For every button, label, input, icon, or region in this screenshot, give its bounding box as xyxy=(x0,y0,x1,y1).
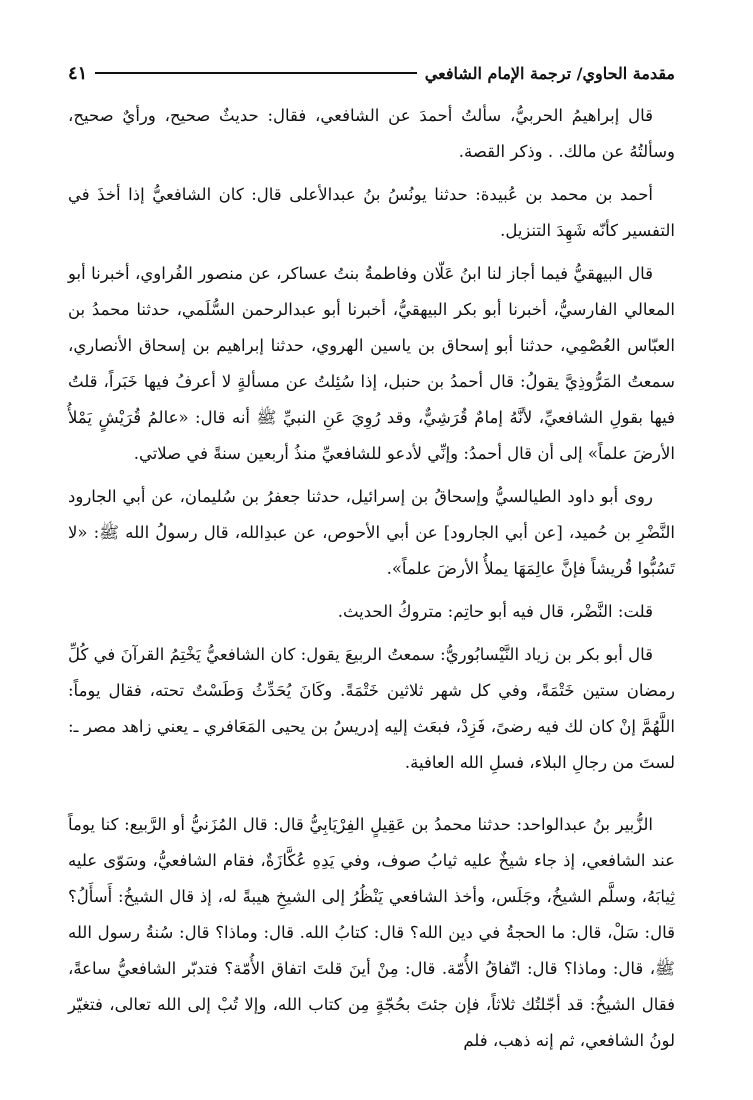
running-header xyxy=(68,58,675,88)
header-title: مقدمة الحاوي/ ترجمة الإمام الشافعي xyxy=(424,63,675,83)
paragraph-zubayr: الزُّبير بنُ عبدالواحد: حدثنا محمدُ بن عَقِيلٍ الفِرْيَابِيُّ قال: قال المُزَنيُّ أو الرَّبيع: كنا يوماً عند الشافعي، إذ جاء شيخٌ عليه ثيابُ صوف، وفي يَدِهِ عُكَّازَةٌ، فقام الشافعيُّ، وسَوّى عليه ثِيابَهُ، وسلَّم الشيخُ، وجَلَس، وأخذ الشافعي يَنْظُرُ إلى الشيخِ هيبةً له، إذ قال الشيخُ: أَسأَلُ؟ قال: سَلْ، قال: ما الحجةُ في دين الله؟ قال: كتابُ الله. قال: وماذا؟ قال: سُنةُ رسول الله ﷺ، قال: وماذا؟ قال: اتّفاقُ الأُمّة. قال: مِنْ أينَ قلتَ اتفاق الأُمّة؟ فتدبّر الشافعيُّ ساعةً، فقال الشيخُ: قد أجّلتُك ثلاثاً، فإن جئتَ بحُجّةٍ مِن كتاب الله، وإلا تُبْ إلى الله تعالى، فتغيّر لونُ الشافعي، ثم إنه ذهب، فلم xyxy=(68,815,675,1050)
paragraph-tayalisi: روى أبو داود الطيالسيُّ وإسحاقُ بن إسرائيل، حدثنا جعفرُ بن سُليمان، عن أبي الجارود النَّضْرِ بن حُميد، [عن أبي الجارود] عن أبي الأحوص، عن عبدِالله، قال رسولُ الله ﷺ: «لا تَسُبُّوا قُريشاً فإنَّ عالِمَهَا يملأُ الأرضَ علماً». xyxy=(68,487,675,578)
paragraph-harbi: قال إبراهيمُ الحربيُّ، سألتُ أحمدَ عن الشافعي، فقال: حديثٌ صحيح، ورأيٌ صحيح، وسألتُهُ عن مالك. . وذكر القصة. xyxy=(68,106,675,161)
page-number: ٤١ xyxy=(68,62,88,84)
paragraph-bayhaqi: قال البيهقيُّ فيما أجاز لنا ابنُ عَلّان وفاطمةُ بنتُ عساكر، عن منصور الفُراوي، أخبرنا أبو المعالي الفارسيُّ، أخبرنا أبو بكر البيهقيُّ، أخبرنا أبو عبدالرحمن السُّلَمي، حدثنا محمدُ بن العبّاس العُصْمِي، حدثنا أبو إسحاق بن ياسين الهروي، حدثنا إبراهيم بن إسحاق الأنصاري، سمعتُ المَرُّوذِيَّ يقولُ: قال أحمدُ بن حنبل، إذا سُئِلتُ عن مسألةٍ لا أعرفُ فيها خَبَراً، قلتُ فيها بقولِ الشافعيِّ، لأنَّهُ إمامٌ قُرَشِيٌّ، وقد رُوِيَ عَنِ النبيِّ ﷺ أنه قال: «عالمُ قُرَيْشٍ يَمْلأُ الأرضَ علماً» إلى أن قال أحمدُ: وإنِّي لأدعو للشافعيِّ منذُ أربعين سنةً في صلاتي. xyxy=(68,264,675,463)
paragraph-nadr: قلت: النَّضْر، قال فيه أبو حاتِم: متروكُ الحديث. xyxy=(337,602,653,621)
paragraph-tafsir: أحمد بن محمد بن عُبيدة: حدثنا يونُسُ بنُ عبدالأعلى قال: كان الشافعيُّ إذا أخذَ في التفسير كأنّه شَهِدَ التنزيل. xyxy=(68,185,675,240)
header-rule xyxy=(95,72,416,74)
paragraph-naysaburi: قال أبو بكر بن زياد النَّيْسابُوريُّ: سمعتُ الربيعَ يقول: كان الشافعيُّ يَخْتِمُ القرآنَ في كُلِّ رمضان ستين خَتْمَةً، وفي كل شهر ثلاثين خَتْمَةً. وكَانَ يُحَدِّثُ وَطَسْتٌ تحته، فقال يوماً: اللَّهُمَّ إنْ كان لك فيه رضىً، فَزِدْ، فبعَث إليه إدريسُ بن يحيى المَعَافري ـ يعني زاهد مصر ـ: لستَ من رجالِ البلاء، فسلِ الله العافية. xyxy=(68,645,675,772)
page-body xyxy=(68,98,675,1059)
